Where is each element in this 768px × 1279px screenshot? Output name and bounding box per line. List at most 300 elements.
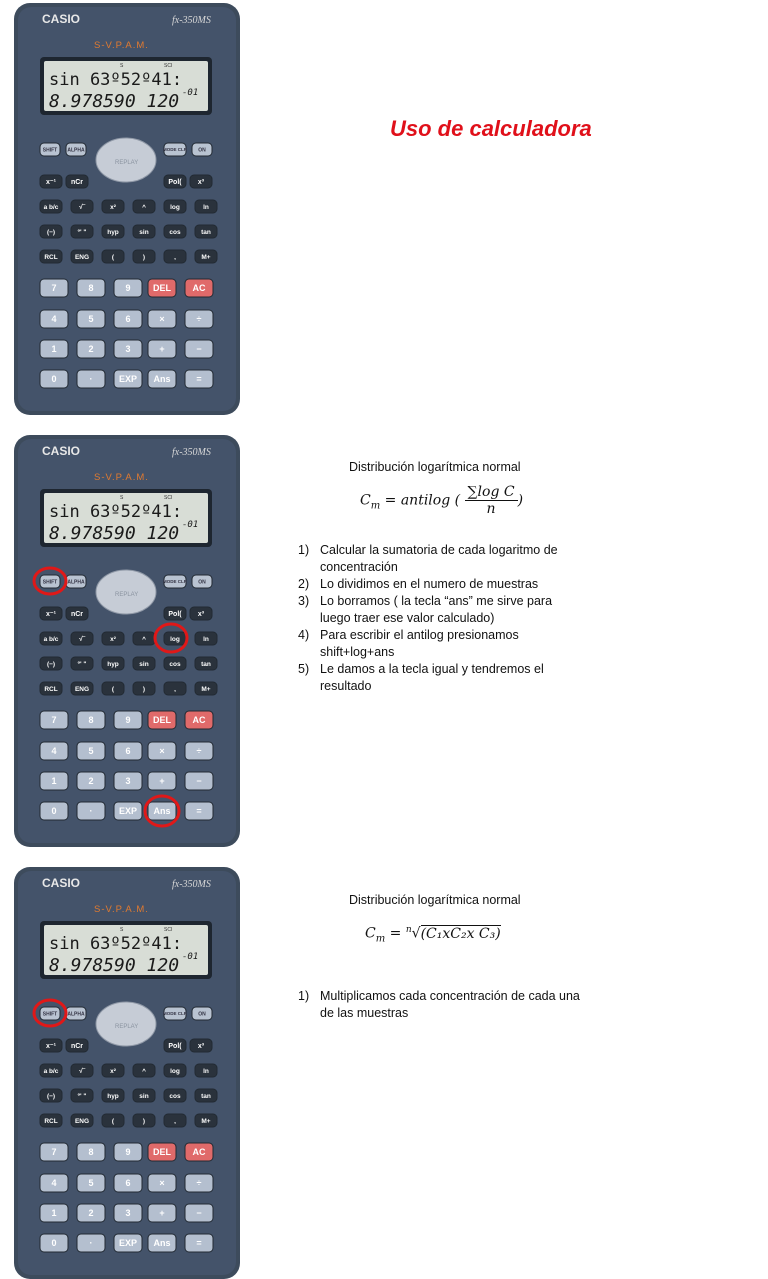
svg-text:S: S bbox=[120, 927, 124, 933]
svg-text:(−): (−) bbox=[46, 228, 56, 236]
shift-key bbox=[40, 575, 60, 588]
key-pol bbox=[164, 175, 186, 188]
svg-text:x⁻¹: x⁻¹ bbox=[46, 179, 56, 187]
key-num-1-1 bbox=[77, 742, 105, 760]
svg-text:·: · bbox=[89, 374, 93, 385]
section-1-step-3 bbox=[290, 593, 580, 627]
svg-text:a b/c: a b/c bbox=[43, 203, 59, 211]
key-row5-0 bbox=[40, 1114, 62, 1127]
key-row4-0 bbox=[40, 1089, 62, 1102]
svg-text:8.978590 120: 8.978590 120 bbox=[49, 955, 180, 976]
key-row4-3 bbox=[133, 657, 155, 670]
key-num-1-2 bbox=[114, 742, 142, 760]
section-1-step-4 bbox=[290, 627, 580, 661]
key-num-1-0 bbox=[40, 742, 68, 760]
svg-text:cos: cos bbox=[169, 1092, 181, 1100]
key-row4-5 bbox=[195, 225, 217, 238]
svg-text:(: ( bbox=[111, 1117, 115, 1125]
svg-text:−: − bbox=[196, 776, 202, 787]
svg-text:ln: ln bbox=[203, 635, 209, 643]
svg-text:x³: x³ bbox=[197, 611, 205, 619]
key-row5-5 bbox=[195, 1114, 217, 1127]
step-text: Lo borramos ( la tecla “ans” me sirve para luego traer ese valor calculado) bbox=[320, 594, 553, 625]
key-num-2-1 bbox=[77, 772, 105, 790]
svg-text:M+: M+ bbox=[201, 685, 211, 693]
svg-text:√‾: √‾ bbox=[79, 203, 85, 211]
key-num-3-2 bbox=[114, 370, 142, 388]
svg-text:SHIFT: SHIFT bbox=[42, 147, 58, 154]
key-row4-4 bbox=[164, 1089, 186, 1102]
svg-text:×: × bbox=[159, 314, 165, 325]
svg-text:ENG: ENG bbox=[74, 685, 90, 693]
svg-text:4: 4 bbox=[51, 746, 57, 757]
svg-text:SCI: SCI bbox=[164, 63, 173, 69]
svg-text:a b/c: a b/c bbox=[43, 635, 59, 643]
key-num-2-3 bbox=[148, 340, 176, 358]
svg-text:·: · bbox=[89, 806, 93, 817]
svg-text:ALPHA: ALPHA bbox=[67, 1011, 85, 1018]
key-ncr bbox=[66, 175, 88, 188]
svg-text:nCr: nCr bbox=[70, 611, 84, 619]
key-row3-2 bbox=[102, 1064, 124, 1077]
svg-text:=: = bbox=[196, 1238, 202, 1249]
key-pol bbox=[164, 1039, 186, 1052]
mode-key bbox=[163, 575, 188, 588]
svg-text:(−): (−) bbox=[46, 1092, 56, 1100]
key-num-0-1 bbox=[77, 279, 105, 297]
svg-text:2: 2 bbox=[88, 344, 94, 355]
step-text: Calcular la sumatoria de cada logaritmo de concentración bbox=[320, 543, 558, 574]
key-num-0-2 bbox=[114, 279, 142, 297]
key-num-0-4 bbox=[185, 711, 213, 729]
svg-text:ENG: ENG bbox=[74, 253, 90, 261]
key-row4-4 bbox=[164, 225, 186, 238]
svg-text:=: = bbox=[196, 806, 202, 817]
svg-text:7: 7 bbox=[51, 283, 57, 294]
svg-text:º' ": º' " bbox=[77, 228, 87, 236]
svg-text:MODE CLR: MODE CLR bbox=[163, 147, 187, 153]
calculator-image-2 bbox=[14, 435, 240, 845]
svg-text:7: 7 bbox=[51, 1147, 57, 1158]
key-inverse bbox=[40, 1039, 62, 1052]
svg-text:SCI: SCI bbox=[164, 495, 173, 501]
key-row4-2 bbox=[102, 657, 124, 670]
key-row4-1 bbox=[71, 225, 93, 238]
svg-text:RCL: RCL bbox=[44, 1117, 58, 1125]
key-inverse bbox=[40, 607, 62, 620]
svg-text:9: 9 bbox=[125, 1147, 131, 1158]
key-num-0-3 bbox=[148, 279, 176, 297]
svg-text:8.978590 120: 8.978590 120 bbox=[49, 91, 180, 112]
key-row3-1 bbox=[71, 632, 93, 645]
on-key bbox=[192, 143, 212, 156]
svg-text:÷: ÷ bbox=[196, 314, 202, 325]
key-row5-1 bbox=[71, 250, 93, 263]
key-inverse bbox=[40, 175, 62, 188]
svg-text:log: log bbox=[170, 1067, 180, 1075]
svg-text:,: , bbox=[174, 253, 176, 261]
svg-text:SHIFT: SHIFT bbox=[42, 579, 58, 586]
key-num-2-1 bbox=[77, 1204, 105, 1222]
key-num-0-3 bbox=[148, 711, 176, 729]
svg-text:º' ": º' " bbox=[77, 1092, 87, 1100]
svg-text:fx-350MS: fx-350MS bbox=[172, 15, 211, 26]
svg-text:3: 3 bbox=[125, 344, 131, 355]
svg-text:=: = bbox=[196, 374, 202, 385]
key-row3-5 bbox=[195, 632, 217, 645]
section-2 bbox=[290, 893, 590, 1024]
svg-text:CASIO: CASIO bbox=[42, 876, 81, 890]
key-row4-1 bbox=[71, 1089, 93, 1102]
svg-text:sin 63º52º41:: sin 63º52º41: bbox=[49, 70, 183, 90]
key-num-3-0 bbox=[40, 802, 68, 820]
key-num-0-0 bbox=[40, 279, 68, 297]
shift-key bbox=[40, 1007, 60, 1020]
svg-text:^: ^ bbox=[142, 203, 146, 211]
key-num-3-3 bbox=[148, 1234, 176, 1252]
svg-text:5: 5 bbox=[88, 314, 94, 325]
key-row4-0 bbox=[40, 657, 62, 670]
svg-text:(: ( bbox=[111, 685, 115, 693]
key-row5-3 bbox=[133, 1114, 155, 1127]
svg-text:0: 0 bbox=[51, 806, 57, 817]
key-row5-3 bbox=[133, 250, 155, 263]
key-num-0-3 bbox=[148, 1143, 176, 1161]
alpha-key bbox=[66, 575, 86, 588]
key-row4-4 bbox=[164, 657, 186, 670]
svg-text:sin 63º52º41:: sin 63º52º41: bbox=[49, 934, 183, 954]
key-num-3-0 bbox=[40, 1234, 68, 1252]
key-num-1-2 bbox=[114, 310, 142, 328]
svg-text:S-V.P.A.M.: S-V.P.A.M. bbox=[94, 40, 149, 51]
key-row3-2 bbox=[102, 632, 124, 645]
key-num-3-4 bbox=[185, 1234, 213, 1252]
svg-text:SCI: SCI bbox=[164, 927, 173, 933]
key-num-0-2 bbox=[114, 711, 142, 729]
key-num-2-0 bbox=[40, 340, 68, 358]
svg-text:(−): (−) bbox=[46, 660, 56, 668]
key-row5-2 bbox=[102, 682, 124, 695]
on-key bbox=[192, 1007, 212, 1020]
section-2-title: Distribución logarítmica normal bbox=[349, 893, 521, 907]
page-title: Uso de calculadora bbox=[390, 116, 592, 141]
svg-text:a b/c: a b/c bbox=[43, 1067, 59, 1075]
svg-text:RCL: RCL bbox=[44, 685, 58, 693]
svg-text:8: 8 bbox=[88, 283, 94, 294]
key-row3-4 bbox=[164, 632, 186, 645]
key-num-3-4 bbox=[185, 370, 213, 388]
key-row4-0 bbox=[40, 225, 62, 238]
svg-text:Pol(: Pol( bbox=[168, 179, 182, 187]
svg-text:4: 4 bbox=[51, 1178, 57, 1189]
svg-text:AC: AC bbox=[192, 715, 206, 726]
step-text: Para escribir el antilog presionamos shift+log+ans bbox=[320, 628, 519, 659]
key-num-2-4 bbox=[185, 1204, 213, 1222]
key-row3-0 bbox=[40, 200, 62, 213]
section-1-formula: $C_m$ = antilog ( $\frac{\text{∑log C}}{n}$ ) bbox=[360, 484, 524, 517]
step-number: 3) bbox=[298, 594, 310, 608]
calculator-image-1 bbox=[14, 3, 240, 413]
svg-text:REPLAY: REPLAY bbox=[115, 160, 139, 166]
key-num-0-1 bbox=[77, 711, 105, 729]
key-num-1-3 bbox=[148, 310, 176, 328]
key-num-1-4 bbox=[185, 742, 213, 760]
svg-text:-01: -01 bbox=[182, 88, 199, 98]
key-num-3-1 bbox=[77, 370, 105, 388]
key-num-3-0 bbox=[40, 370, 68, 388]
svg-text:^: ^ bbox=[142, 635, 146, 643]
svg-text:sin: sin bbox=[139, 228, 149, 236]
calculator-image-3 bbox=[14, 867, 240, 1249]
key-row4-2 bbox=[102, 1089, 124, 1102]
step-number: 2) bbox=[298, 577, 310, 591]
step-text: Le damos a la tecla igual y tendremos el resultado bbox=[320, 662, 544, 693]
svg-text:MODE CLR: MODE CLR bbox=[163, 1011, 187, 1017]
svg-text:º' ": º' " bbox=[77, 660, 87, 668]
key-num-0-1 bbox=[77, 1143, 105, 1161]
svg-text:1: 1 bbox=[51, 344, 57, 355]
key-row5-4 bbox=[164, 682, 186, 695]
svg-text:tan: tan bbox=[201, 228, 211, 236]
key-num-2-2 bbox=[114, 340, 142, 358]
key-row3-1 bbox=[71, 1064, 93, 1077]
svg-text:x²: x² bbox=[110, 203, 116, 211]
key-num-3-2 bbox=[114, 802, 142, 820]
section-2-steps bbox=[290, 988, 590, 1022]
svg-text:sin: sin bbox=[139, 660, 149, 668]
svg-text:9: 9 bbox=[125, 715, 131, 726]
key-row4-5 bbox=[195, 657, 217, 670]
svg-text:DEL: DEL bbox=[153, 715, 171, 726]
section-1-title: Distribución logarítmica normal bbox=[349, 460, 521, 474]
svg-text:x³: x³ bbox=[197, 1043, 205, 1051]
svg-text:AC: AC bbox=[192, 1147, 206, 1158]
step-number: 1) bbox=[298, 989, 310, 1003]
svg-text:hyp: hyp bbox=[107, 228, 119, 236]
svg-text:x³: x³ bbox=[197, 179, 205, 187]
section-2-step-1 bbox=[290, 988, 590, 1022]
svg-text:8: 8 bbox=[88, 1147, 94, 1158]
key-row5-3 bbox=[133, 682, 155, 695]
key-num-2-3 bbox=[148, 772, 176, 790]
alpha-key bbox=[66, 1007, 86, 1020]
svg-text:3: 3 bbox=[125, 1208, 131, 1219]
svg-text:DEL: DEL bbox=[153, 283, 171, 294]
key-num-3-3 bbox=[148, 802, 176, 820]
key-num-0-2 bbox=[114, 1143, 142, 1161]
section-1-steps bbox=[290, 542, 580, 695]
key-num-2-4 bbox=[185, 340, 213, 358]
svg-text:hyp: hyp bbox=[107, 660, 119, 668]
svg-text:): ) bbox=[142, 1117, 146, 1125]
key-row4-3 bbox=[133, 225, 155, 238]
key-row5-1 bbox=[71, 1114, 93, 1127]
svg-text:x²: x² bbox=[110, 1067, 116, 1075]
key-num-1-3 bbox=[148, 1174, 176, 1192]
svg-text:REPLAY: REPLAY bbox=[115, 1024, 139, 1030]
section-1-step-1 bbox=[290, 542, 580, 576]
svg-text:RCL: RCL bbox=[44, 253, 58, 261]
svg-text:0: 0 bbox=[51, 374, 57, 385]
svg-text:nCr: nCr bbox=[70, 179, 84, 187]
step-number: 5) bbox=[298, 662, 310, 676]
svg-text:): ) bbox=[142, 685, 146, 693]
key-num-0-0 bbox=[40, 1143, 68, 1161]
svg-text:S-V.P.A.M.: S-V.P.A.M. bbox=[94, 472, 149, 483]
svg-text:−: − bbox=[196, 344, 202, 355]
key-num-1-3 bbox=[148, 742, 176, 760]
svg-text:ALPHA: ALPHA bbox=[67, 579, 85, 586]
svg-text:Ans: Ans bbox=[153, 806, 171, 817]
key-num-1-0 bbox=[40, 1174, 68, 1192]
svg-text:fx-350MS: fx-350MS bbox=[172, 879, 211, 890]
key-num-3-3 bbox=[148, 370, 176, 388]
key-row5-0 bbox=[40, 682, 62, 695]
svg-text:cos: cos bbox=[169, 228, 181, 236]
key-row3-4 bbox=[164, 200, 186, 213]
svg-text:Ans: Ans bbox=[153, 1238, 171, 1249]
svg-text:·: · bbox=[89, 1238, 93, 1249]
key-row4-2 bbox=[102, 225, 124, 238]
svg-text:9: 9 bbox=[125, 283, 131, 294]
svg-text:M+: M+ bbox=[201, 253, 211, 261]
svg-text:sin 63º52º41:: sin 63º52º41: bbox=[49, 502, 183, 522]
key-row3-5 bbox=[195, 1064, 217, 1077]
svg-text:(: ( bbox=[111, 253, 115, 261]
step-number: 1) bbox=[298, 543, 310, 557]
section-2-formula: $C_m = ^n√(C_1xC_2x$ C₃) bbox=[365, 925, 501, 945]
on-key bbox=[192, 575, 212, 588]
svg-text:3: 3 bbox=[125, 776, 131, 787]
key-row3-4 bbox=[164, 1064, 186, 1077]
svg-text:,: , bbox=[174, 1117, 176, 1125]
svg-text:+: + bbox=[159, 1208, 165, 1219]
sqrt-symbol: √ bbox=[411, 925, 421, 942]
key-row3-5 bbox=[195, 200, 217, 213]
svg-text:÷: ÷ bbox=[196, 1178, 202, 1189]
svg-text:,: , bbox=[174, 685, 176, 693]
svg-text:x²: x² bbox=[110, 635, 116, 643]
svg-text:ln: ln bbox=[203, 203, 209, 211]
svg-text:S: S bbox=[120, 63, 124, 69]
svg-text:ON: ON bbox=[198, 147, 206, 154]
key-num-1-4 bbox=[185, 1174, 213, 1192]
svg-text:tan: tan bbox=[201, 660, 211, 668]
key-num-2-0 bbox=[40, 1204, 68, 1222]
section-1 bbox=[290, 460, 590, 710]
svg-text:8: 8 bbox=[88, 715, 94, 726]
svg-text:ALPHA: ALPHA bbox=[67, 147, 85, 154]
key-num-2-2 bbox=[114, 1204, 142, 1222]
key-num-0-4 bbox=[185, 279, 213, 297]
svg-text:4: 4 bbox=[51, 314, 57, 325]
svg-text:-01: -01 bbox=[182, 520, 199, 530]
key-num-2-3 bbox=[148, 1204, 176, 1222]
key-row5-1 bbox=[71, 682, 93, 695]
key-row5-4 bbox=[164, 1114, 186, 1127]
mode-key bbox=[163, 143, 188, 156]
svg-text:EXP: EXP bbox=[118, 374, 138, 385]
key-pol bbox=[164, 607, 186, 620]
key-num-1-0 bbox=[40, 310, 68, 328]
key-row3-3 bbox=[133, 632, 155, 645]
svg-text:1: 1 bbox=[51, 776, 57, 787]
key-num-2-2 bbox=[114, 772, 142, 790]
step-text: Lo dividimos en el numero de muestras bbox=[320, 577, 539, 591]
svg-text:0: 0 bbox=[51, 1238, 57, 1249]
svg-text:1: 1 bbox=[51, 1208, 57, 1219]
svg-text:REPLAY: REPLAY bbox=[115, 592, 139, 598]
key-ncr bbox=[66, 607, 88, 620]
key-row3-3 bbox=[133, 200, 155, 213]
key-num-0-4 bbox=[185, 1143, 213, 1161]
svg-text:DEL: DEL bbox=[153, 1147, 171, 1158]
section-1-step-2 bbox=[290, 576, 580, 593]
svg-text:S-V.P.A.M.: S-V.P.A.M. bbox=[94, 904, 149, 915]
svg-text:√‾: √‾ bbox=[79, 635, 85, 643]
svg-text:x⁻¹: x⁻¹ bbox=[46, 1043, 56, 1051]
key-num-3-2 bbox=[114, 1234, 142, 1252]
key-num-1-4 bbox=[185, 310, 213, 328]
svg-text:5: 5 bbox=[88, 746, 94, 757]
key-ncr bbox=[66, 1039, 88, 1052]
svg-text:EXP: EXP bbox=[118, 1238, 138, 1249]
svg-text:x⁻¹: x⁻¹ bbox=[46, 611, 56, 619]
svg-text:Pol(: Pol( bbox=[168, 611, 182, 619]
svg-text:6: 6 bbox=[125, 746, 131, 757]
step-number: 4) bbox=[298, 628, 310, 642]
key-num-1-1 bbox=[77, 310, 105, 328]
svg-text:AC: AC bbox=[192, 283, 206, 294]
svg-text:Pol(: Pol( bbox=[168, 1043, 182, 1051]
svg-text:ON: ON bbox=[198, 1011, 206, 1018]
key-cube bbox=[190, 607, 212, 620]
svg-text:tan: tan bbox=[201, 1092, 211, 1100]
key-row3-0 bbox=[40, 1064, 62, 1077]
svg-text:7: 7 bbox=[51, 715, 57, 726]
svg-text:5: 5 bbox=[88, 1178, 94, 1189]
svg-text:×: × bbox=[159, 746, 165, 757]
svg-text:CASIO: CASIO bbox=[42, 444, 81, 458]
key-num-3-4 bbox=[185, 802, 213, 820]
key-row5-5 bbox=[195, 682, 217, 695]
shift-key bbox=[40, 143, 60, 156]
key-num-2-4 bbox=[185, 772, 213, 790]
svg-text:MODE CLR: MODE CLR bbox=[163, 579, 187, 585]
svg-text:−: − bbox=[196, 1208, 202, 1219]
svg-text:ENG: ENG bbox=[74, 1117, 90, 1125]
key-row3-3 bbox=[133, 1064, 155, 1077]
key-num-1-2 bbox=[114, 1174, 142, 1192]
key-row3-2 bbox=[102, 200, 124, 213]
svg-text:log: log bbox=[170, 635, 180, 643]
svg-text:÷: ÷ bbox=[196, 746, 202, 757]
step-text: Multiplicamos cada concentración de cada una de las muestras bbox=[320, 989, 580, 1020]
svg-text:): ) bbox=[142, 253, 146, 261]
key-num-1-1 bbox=[77, 1174, 105, 1192]
key-cube bbox=[190, 1039, 212, 1052]
key-row5-5 bbox=[195, 250, 217, 263]
svg-text:+: + bbox=[159, 776, 165, 787]
svg-text:log: log bbox=[170, 203, 180, 211]
svg-text:^: ^ bbox=[142, 1067, 146, 1075]
svg-text:8.978590 120: 8.978590 120 bbox=[49, 523, 180, 544]
key-row5-4 bbox=[164, 250, 186, 263]
key-num-0-0 bbox=[40, 711, 68, 729]
svg-text:fx-350MS: fx-350MS bbox=[172, 447, 211, 458]
key-row5-2 bbox=[102, 250, 124, 263]
key-num-3-1 bbox=[77, 802, 105, 820]
